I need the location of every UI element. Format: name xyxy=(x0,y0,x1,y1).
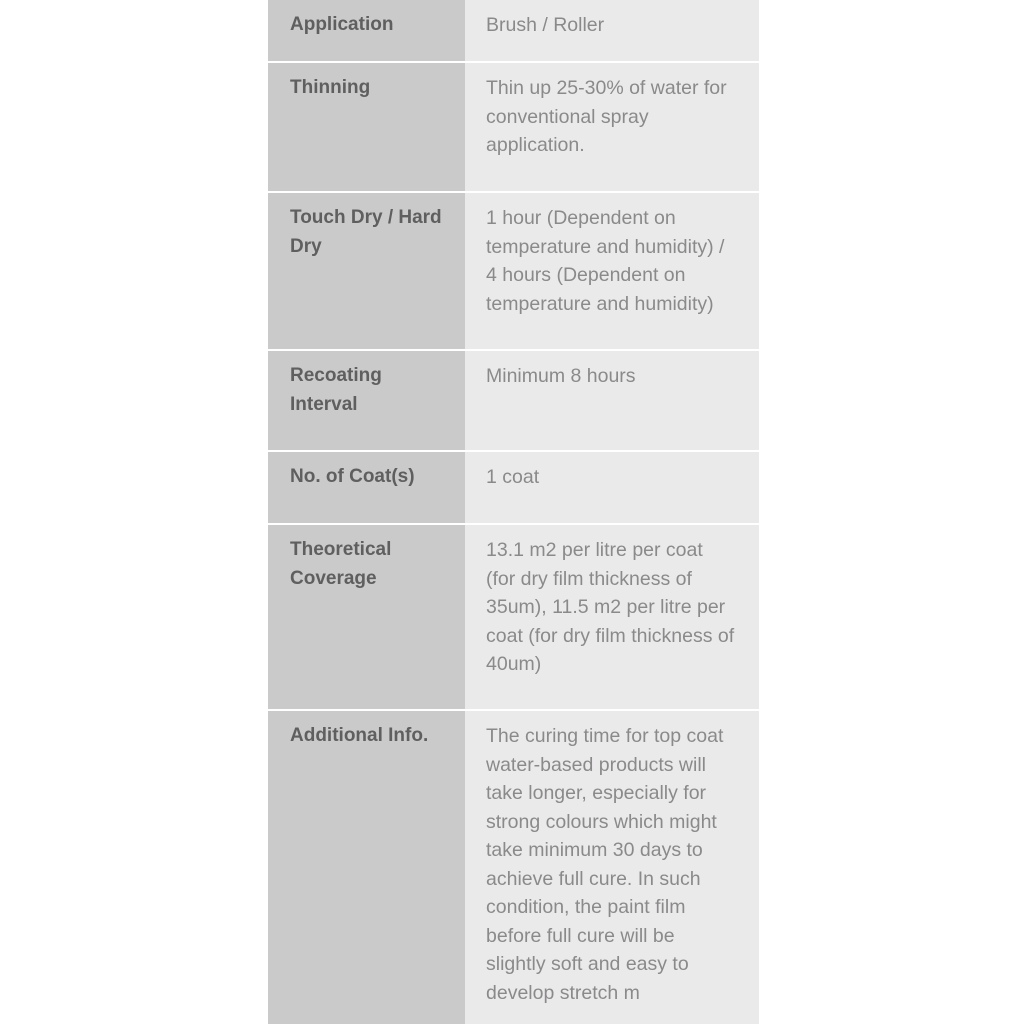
spec-label: Theoretical Coverage xyxy=(268,525,465,709)
spec-value: Thin up 25-30% of water for conventional spray application. xyxy=(465,63,759,191)
spec-value: 1 hour (Dependent on temperature and humidity) / 4 hours (Dependent on temperature and humidity) xyxy=(465,193,759,349)
spec-value: Minimum 8 hours xyxy=(465,351,759,450)
spec-row-recoating-interval xyxy=(268,351,759,452)
spec-row-additional-info xyxy=(268,711,759,1024)
spec-label: Additional Info. xyxy=(268,711,465,1024)
spec-label: Application xyxy=(268,0,465,61)
spec-row-thinning xyxy=(268,63,759,193)
spec-value: 1 coat xyxy=(465,452,759,523)
product-spec-table xyxy=(268,0,759,1024)
spec-label: Touch Dry / Hard Dry xyxy=(268,193,465,349)
spec-label: Recoating Interval xyxy=(268,351,465,450)
spec-label: Thinning xyxy=(268,63,465,191)
spec-value: Brush / Roller xyxy=(465,0,759,61)
spec-value: The curing time for top coat water-based products will take longer, especially for strong colours which might take minimum 30 days to achieve full cure. In such condition, the paint film before full cure will be slightly soft and easy to develop stretch m xyxy=(465,711,759,1024)
spec-value: 13.1 m2 per litre per coat (for dry film thickness of 35um), 11.5 m2 per litre per coat (for dry film thickness of 40um) xyxy=(465,525,759,709)
spec-row-coverage xyxy=(268,525,759,711)
spec-label: No. of Coat(s) xyxy=(268,452,465,523)
spec-row-coats xyxy=(268,452,759,525)
spec-row-dry-time xyxy=(268,193,759,351)
spec-row-application xyxy=(268,0,759,63)
